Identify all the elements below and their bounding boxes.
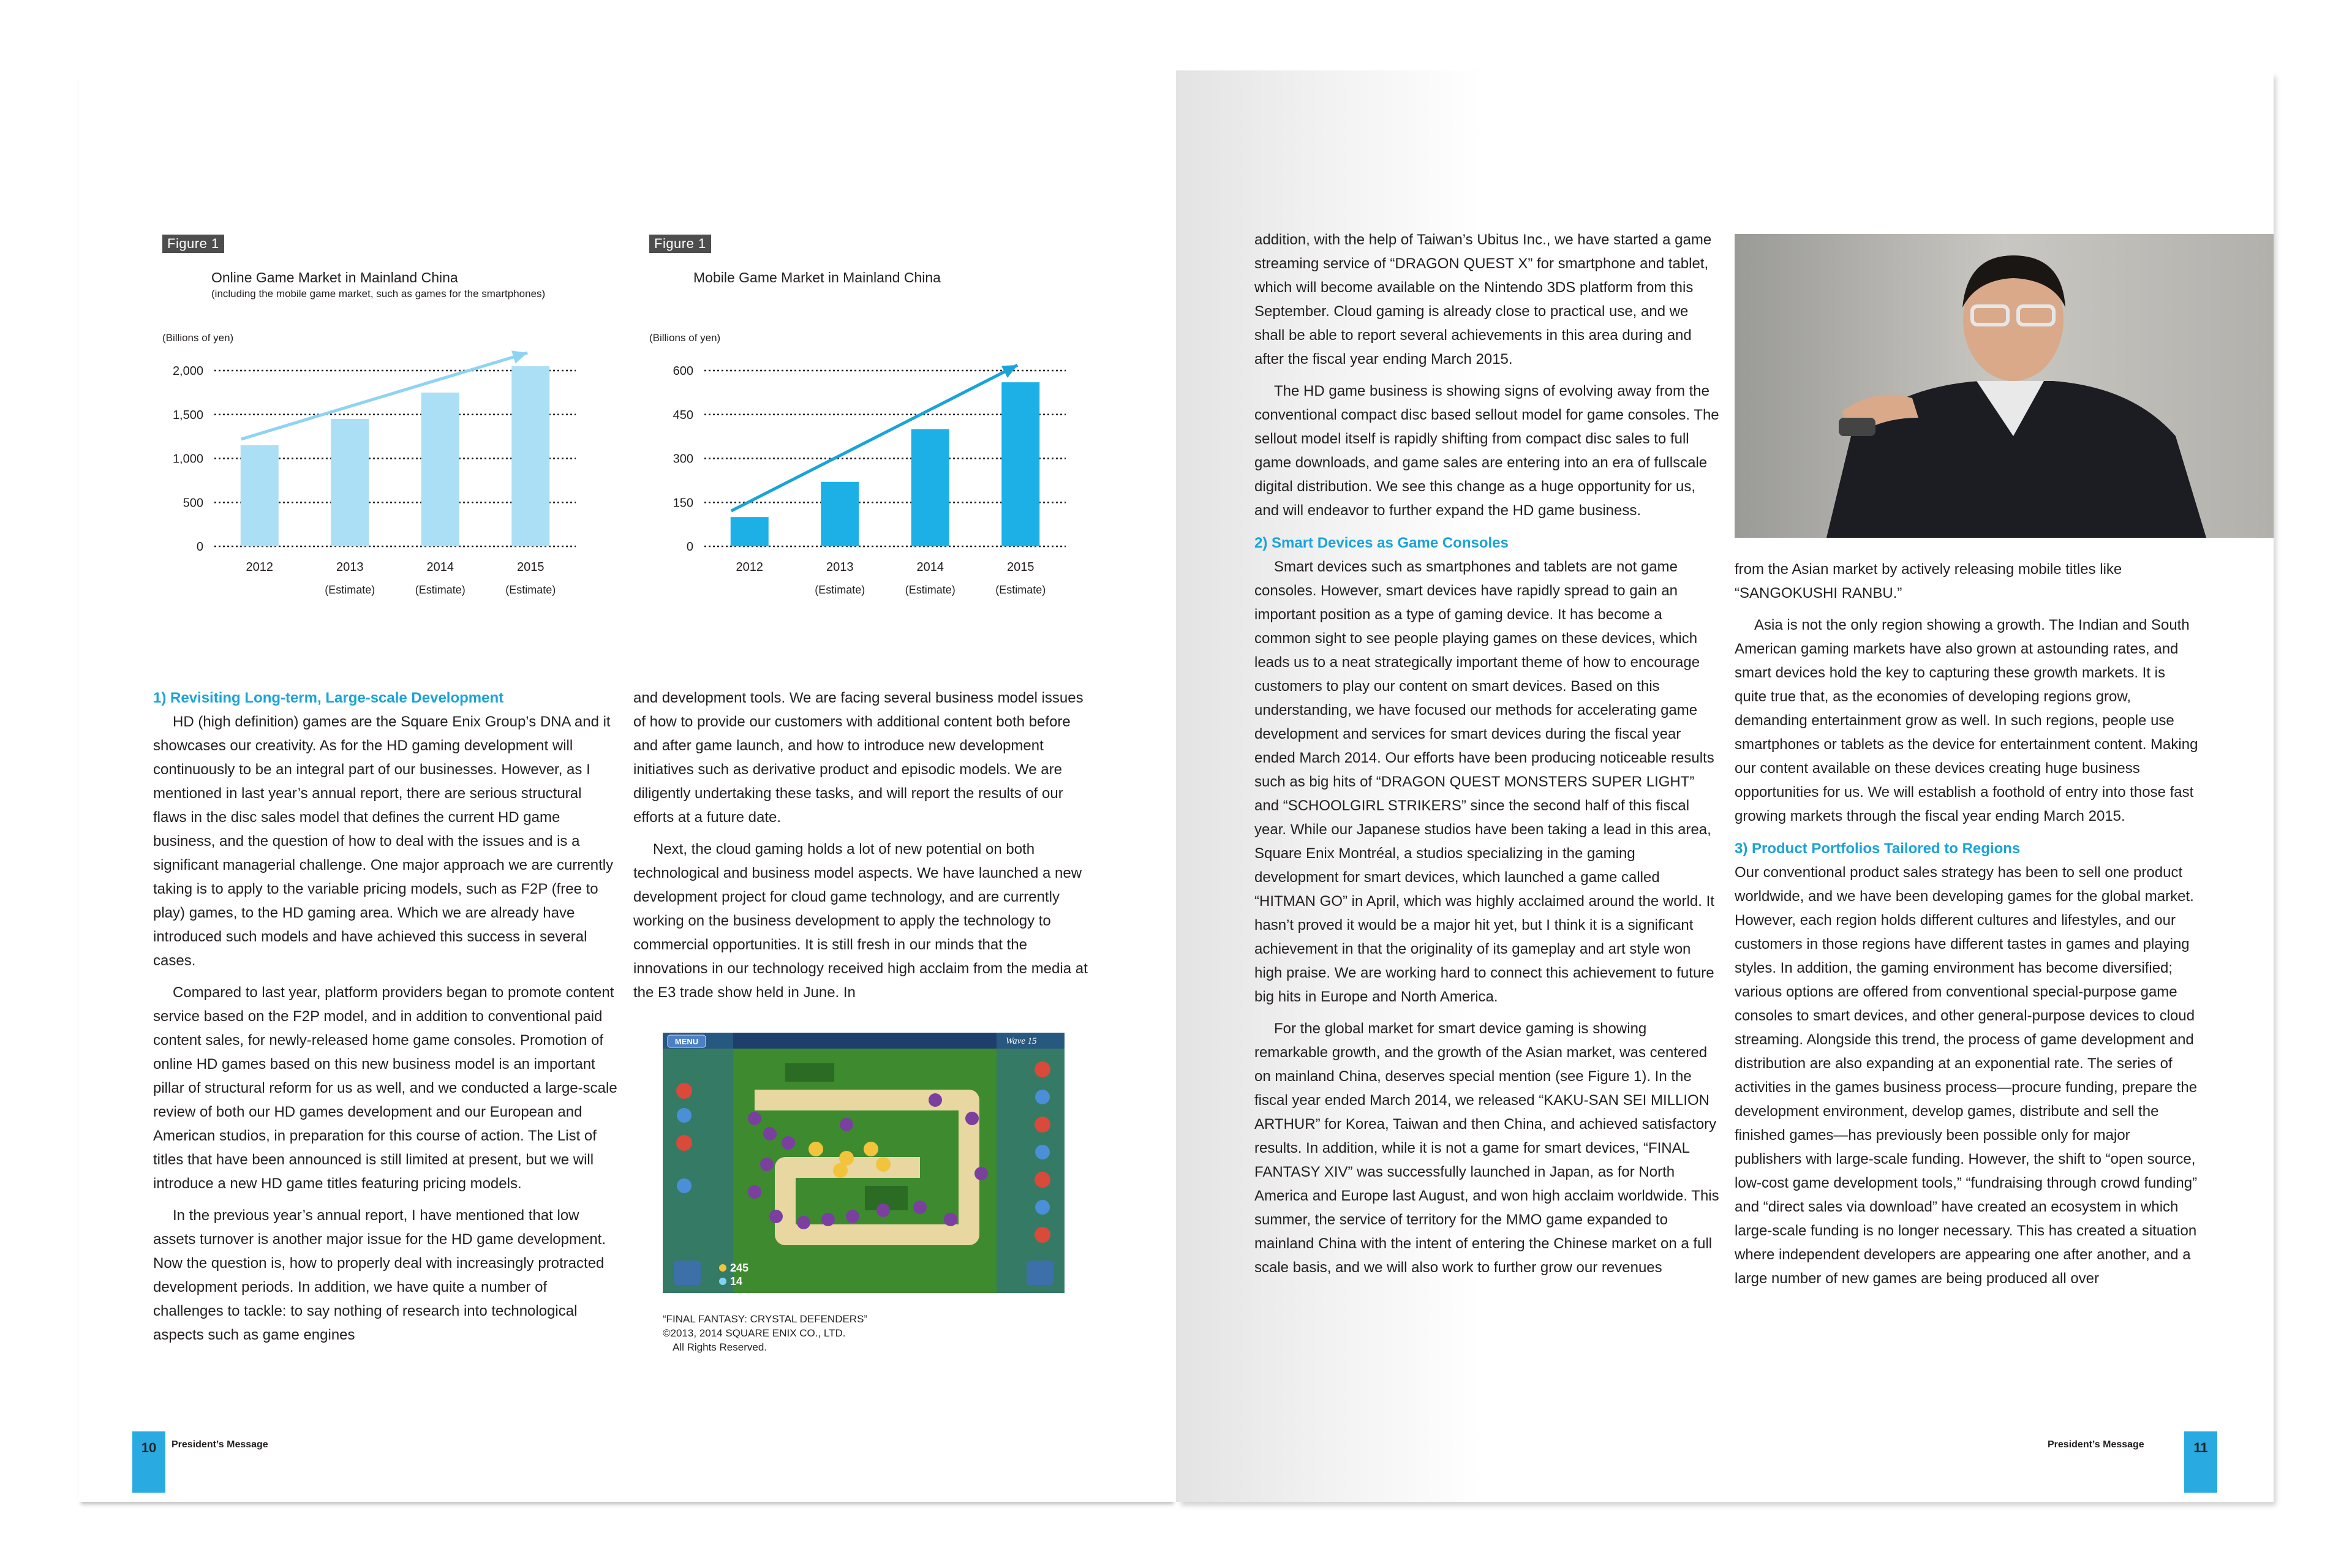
- x-tick-label: 2014: [426, 560, 454, 574]
- gil-value: 245: [730, 1262, 749, 1274]
- chart-unit-label: (Billions of yen): [162, 332, 234, 344]
- caption-line: “FINAL FANTASY: CRYSTAL DEFENDERS”: [663, 1313, 868, 1325]
- x-tick-label: 2012: [736, 560, 763, 574]
- y-tick-label: 2,000: [172, 364, 203, 378]
- caption-line: All Rights Reserved.: [673, 1341, 767, 1353]
- paragraph: Smart devices such as smartphones and tablets are not game consoles. However, smart devices have rapidly spread to gain an important position as a type of gaming device. It has become a common sight to see people playing games on these devices, which leads us to a neat strategically important theme of how to encourage customers to play our content on smart devices. Based on this understanding, we have focused our methods for accelerating game development and services for smart devices during the fiscal year ended March 2014. Our efforts have been producing noticeable results such as big hits of “DRAGON QUEST MONSTERS SUPER LIGHT” and “SCHOOLGIRL STRIKERS” since the second half of this fiscal year. While our Japanese studios have been taking a lead in this area, Square Enix Montréal, a studios specializing in the gaming development for smart devices, which launched a game called “HITMAN GO” in April, which was highly acclaimed around the world. It hasn’t proved it would be a major hit yet, but I think it is a significant achievement in that the originality of its gameplay and art style won high praise. We are working hard to connect this achievement to future big hits in Europe and North America.: [1254, 559, 1714, 1005]
- right-column-2: [1735, 557, 2200, 1291]
- mobile-game-chart: [637, 349, 1090, 606]
- figure-tag: Figure 1: [649, 235, 711, 253]
- x-tick-label: 2015: [517, 560, 545, 574]
- paragraph: from the Asian market by actively releasing mobile titles like “SANGOKUSHI RANBU.”: [1735, 561, 2122, 601]
- chart-bar: [1001, 382, 1039, 546]
- chart-title: Online Game Market in Mainland China: [211, 270, 458, 285]
- trend-arrow-head: [511, 350, 527, 363]
- paragraph: Asia is not the only region showing a growth. The Indian and South American gaming markets have also grown at astounding rates, and smart devices hold the key to capturing these growth markets. It is quite true that, as the economies of developing regions grow, demanding entertainment grow as well. In such regions, people use smartphones or tablets as the device for entertainment content. Making our content available on these devices creating huge business opportunities for us. We will establish a foothold of entry into those fast growing markets through the fiscal year ending March 2015.: [1735, 617, 2198, 824]
- paragraph: Next, the cloud gaming holds a lot of new potential on both technological and business model aspects. We have launched a new development project for cloud game technology, and are currently working on the business development to apply the technology to commercial opportunities. It is still fresh in our minds that the innovations in our technology received high acclaim from the media at the E3 trade show held in June. In: [633, 841, 1088, 1001]
- right-column-1: [1254, 228, 1720, 1280]
- chart-title: Mobile Game Market in Mainland China: [693, 270, 941, 285]
- crystal-value: 14: [730, 1275, 743, 1287]
- paragraph: Compared to last year, platform providers began to promote content service based on the F2P model, and in addition to conventional paid content sales, for newly-released home game consoles. Promotion of online HD games based on this new business model is an important pillar of structural reform for us as well, and we conducted a large-scale review of both our HD games development and our European and American studios, in preparation for this course of action. The List of titles that have been announced is still limited at present, but we will introduce a new HD game titles featuring pricing models.: [153, 984, 617, 1192]
- mobile-game-chart-svg: [637, 349, 1090, 606]
- chart-bar: [331, 419, 369, 546]
- y-tick-label: 0: [686, 540, 693, 554]
- left-column-1: [153, 686, 619, 1347]
- online-game-chart: [147, 349, 600, 606]
- online-game-chart-svg: [147, 349, 600, 606]
- portrait-illustration: [1735, 234, 2274, 538]
- x-tick-note: (Estimate): [815, 584, 865, 596]
- x-tick-note: (Estimate): [415, 584, 466, 596]
- chart-subtitle: (including the mobile game market, such as games for the smartphones): [211, 288, 546, 300]
- y-tick-label: 1,000: [172, 452, 203, 466]
- section-heading: 1) Revisiting Long-term, Large-scale Development: [153, 690, 504, 706]
- section-heading: 2) Smart Devices as Game Consoles: [1254, 535, 1509, 551]
- paragraph: addition, with the help of Taiwan’s Ubitus Inc., we have started a game streaming service of “DRAGON QUEST X” for smartphone and tablet, which will become available on the Nintendo 3DS platform from this September. Cloud gaming is already close to practical use, and we shall be able to report several achievements in this area during and after the fiscal year ending March 2015.: [1254, 232, 1712, 368]
- caption-line: ©2013, 2014 SQUARE ENIX CO., LTD.: [663, 1327, 846, 1339]
- chart-bar: [421, 393, 459, 546]
- menu-label: MENU: [674, 1037, 699, 1046]
- trend-arrow-line: [731, 365, 1018, 511]
- wave-label: Wave 15: [1006, 1036, 1037, 1046]
- y-tick-label: 1,500: [172, 408, 203, 422]
- y-tick-label: 600: [673, 364, 693, 378]
- x-tick-label: 2012: [246, 560, 273, 574]
- y-tick-label: 300: [673, 452, 693, 466]
- game-screenshot: [663, 1033, 1065, 1293]
- x-tick-note: (Estimate): [905, 584, 956, 596]
- x-tick-note: (Estimate): [505, 584, 556, 596]
- running-footer: President’s Message: [2048, 1439, 2144, 1450]
- y-tick-label: 450: [673, 408, 693, 422]
- paragraph: In the previous year’s annual report, I have mentioned that low assets turnover is another major issue for the HD game development. Now the question is, how to properly deal with increasingly protracted development periods. In addition, we have quite a number of challenges to tackle: to say nothing of research into technological aspects such as game engines: [153, 1207, 606, 1343]
- page-number-tab: 11: [2184, 1431, 2217, 1493]
- x-tick-label: 2013: [336, 560, 364, 574]
- screenshot-caption: [663, 1312, 969, 1354]
- x-tick-label: 2013: [826, 560, 854, 574]
- section-heading: 3) Product Portfolios Tailored to Regions: [1735, 840, 2021, 857]
- x-tick-label: 2015: [1007, 560, 1035, 574]
- president-photo: [1735, 234, 2274, 538]
- running-footer: President’s Message: [172, 1439, 268, 1450]
- chart-bar: [821, 482, 859, 546]
- figure-tag: Figure 1: [162, 235, 224, 253]
- chart-bar: [511, 366, 549, 546]
- x-tick-label: 2014: [916, 560, 944, 574]
- paragraph: HD (high definition) games are the Square Enix Group’s DNA and it showcases our creativity. As for the HD gaming development will continuously to be an integral part of our businesses. However, as I mentioned in last year’s annual report, there are serious structural flaws in the disc sales model that defines the current HD game business, and the question of how to deal with the issues and is a significant managerial challenge. One major approach we are currently taking is to apply to the variable pricing models, such as F2P (free to play) games, to the HD gaming area. Which we are already have introduced such models and have achieved this success in several cases.: [153, 714, 614, 969]
- page-number-tab: 10: [132, 1431, 165, 1493]
- chart-bar: [731, 517, 769, 546]
- paragraph: and development tools. We are facing several business model issues of how to provide our customers with additional content both before and after game launch, and how to introduce new development initiatives such as derivative product and episodic models. We are diligently undertaking these tasks, and will report the results of our efforts at a future date.: [633, 690, 1084, 826]
- game-scene-illustration: [663, 1033, 1065, 1293]
- paragraph: For the global market for smart device gaming is showing remarkable growth, and the growth of the Asian market, was centered on mainland China, deserves special mention (see Figure 1). In the fiscal year ended March 2014, we released “KAKU-SAN SEI MILLION ARTHUR” for Korea, Taiwan and then China, and achieved satisfactory results. In addition, while it is not a game for smart devices, “FINAL FANTASY XIV” was successfully launched in Japan, as for North America and Europe last August, and won high acclaim worldwide. This summer, the service of territory for the MMO game expanded to mainland China with the intent of entering the Chinese market on a full scale basis, and we will also work to further grow our revenues: [1254, 1020, 1719, 1276]
- y-tick-label: 500: [183, 496, 203, 510]
- trend-arrow-line: [241, 353, 528, 439]
- y-tick-label: 0: [196, 540, 203, 554]
- chart-bar: [911, 429, 949, 546]
- paragraph: Our conventional product sales strategy has been to sell one product worldwide, and we have been developing games for the global market. However, each region holds different cultures and lifestyles, and our customers in those regions have different tastes in games and playing styles. In addition, the gaming environment has become diversified; various options are offered from conventional special-purpose game consoles to smart devices, and other general-purpose devices to cloud streaming. Alongside this trend, the process of game development and distribution are also expanding at an exponential rate. The series of activities in the games business process—procure funding, prepare the development environment, develop games, distribute and sell the finished games—has previously been possible only for major publishers with large-scale funding. However, the shift to “open source, low-cost game development tools,” “fundraising through crowd funding” and “direct sales via download” have created an ecosystem in which large-scale funding is no longer necessary. This has created a situation where independent developers are appearing one after another, and a large number of new games are being produced all over: [1735, 864, 2198, 1287]
- paragraph: The HD game business is showing signs of evolving away from the conventional compact disc based sellout model for game consoles. The sellout model itself is rapidly shifting from compact disc sales to full game downloads, and game sales are entering into an era of fullscale digital distribution. We see this change as a huge opportunity for us, and will endeavor to further expand the HD game business.: [1254, 383, 1719, 519]
- x-tick-note: (Estimate): [995, 584, 1046, 596]
- left-column-2: [633, 686, 1099, 1005]
- chart-unit-label: (Billions of yen): [649, 332, 721, 344]
- chart-bar: [241, 445, 279, 546]
- x-tick-note: (Estimate): [325, 584, 375, 596]
- y-tick-label: 150: [673, 496, 693, 510]
